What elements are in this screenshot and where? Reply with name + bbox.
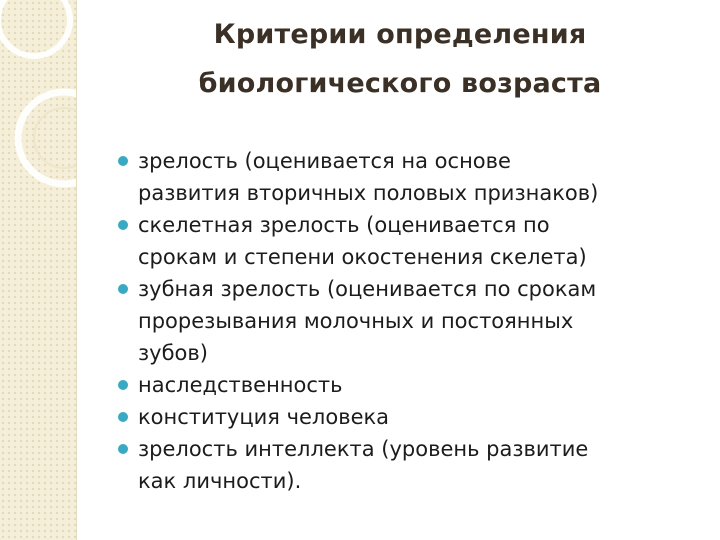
- bullet-item-skeletal-maturity: [118, 209, 703, 273]
- slide-title: [100, 10, 700, 108]
- bullet-text-line: зубная зрелость (оценивается по срокам: [138, 277, 597, 301]
- bullet-icon: [118, 284, 128, 294]
- bullet-text-line: скелетная зрелость (оценивается по: [138, 213, 550, 237]
- decorative-ring-top: [0, 0, 70, 56]
- criteria-bullet-list: [118, 145, 703, 497]
- bullet-text-line: как личности).: [138, 469, 302, 493]
- bullet-text-line: прорезывания молочных и постоянных: [138, 309, 574, 333]
- bullet-icon: [118, 156, 128, 166]
- bullet-text-line: конституция человека: [138, 405, 390, 429]
- bullet-text-line: зубов): [138, 341, 208, 365]
- decorative-ring-middle: [18, 92, 76, 184]
- bullet-text-line: наследственность: [138, 373, 343, 397]
- bullet-text-line: зрелость интеллекта (уровень развитие: [138, 437, 589, 461]
- bullet-text-line: срокам и степени окостенения скелета): [138, 245, 587, 269]
- bullet-item-dental-maturity: [118, 273, 703, 369]
- bullet-icon: [118, 444, 128, 454]
- bullet-item-constitution: [118, 401, 703, 433]
- bullet-icon: [118, 380, 128, 390]
- bullet-text-line: зрелость (оценивается на основе: [138, 149, 511, 173]
- bullet-item-sexual-maturity: [118, 145, 703, 209]
- bullet-text-line: развития вторичных половых признаков): [138, 181, 599, 205]
- bullet-icon: [118, 412, 128, 422]
- slide-title-line: Критерии определения: [213, 19, 587, 50]
- decorative-circles-graphic: [0, 0, 76, 540]
- slide-title-line: биологического возраста: [198, 68, 602, 99]
- bullet-icon: [118, 220, 128, 230]
- bullet-item-heredity: [118, 369, 703, 401]
- decorative-ring-inner: [34, 108, 76, 168]
- decorative-side-panel: [0, 0, 77, 540]
- bullet-item-intellectual-maturity: [118, 433, 703, 497]
